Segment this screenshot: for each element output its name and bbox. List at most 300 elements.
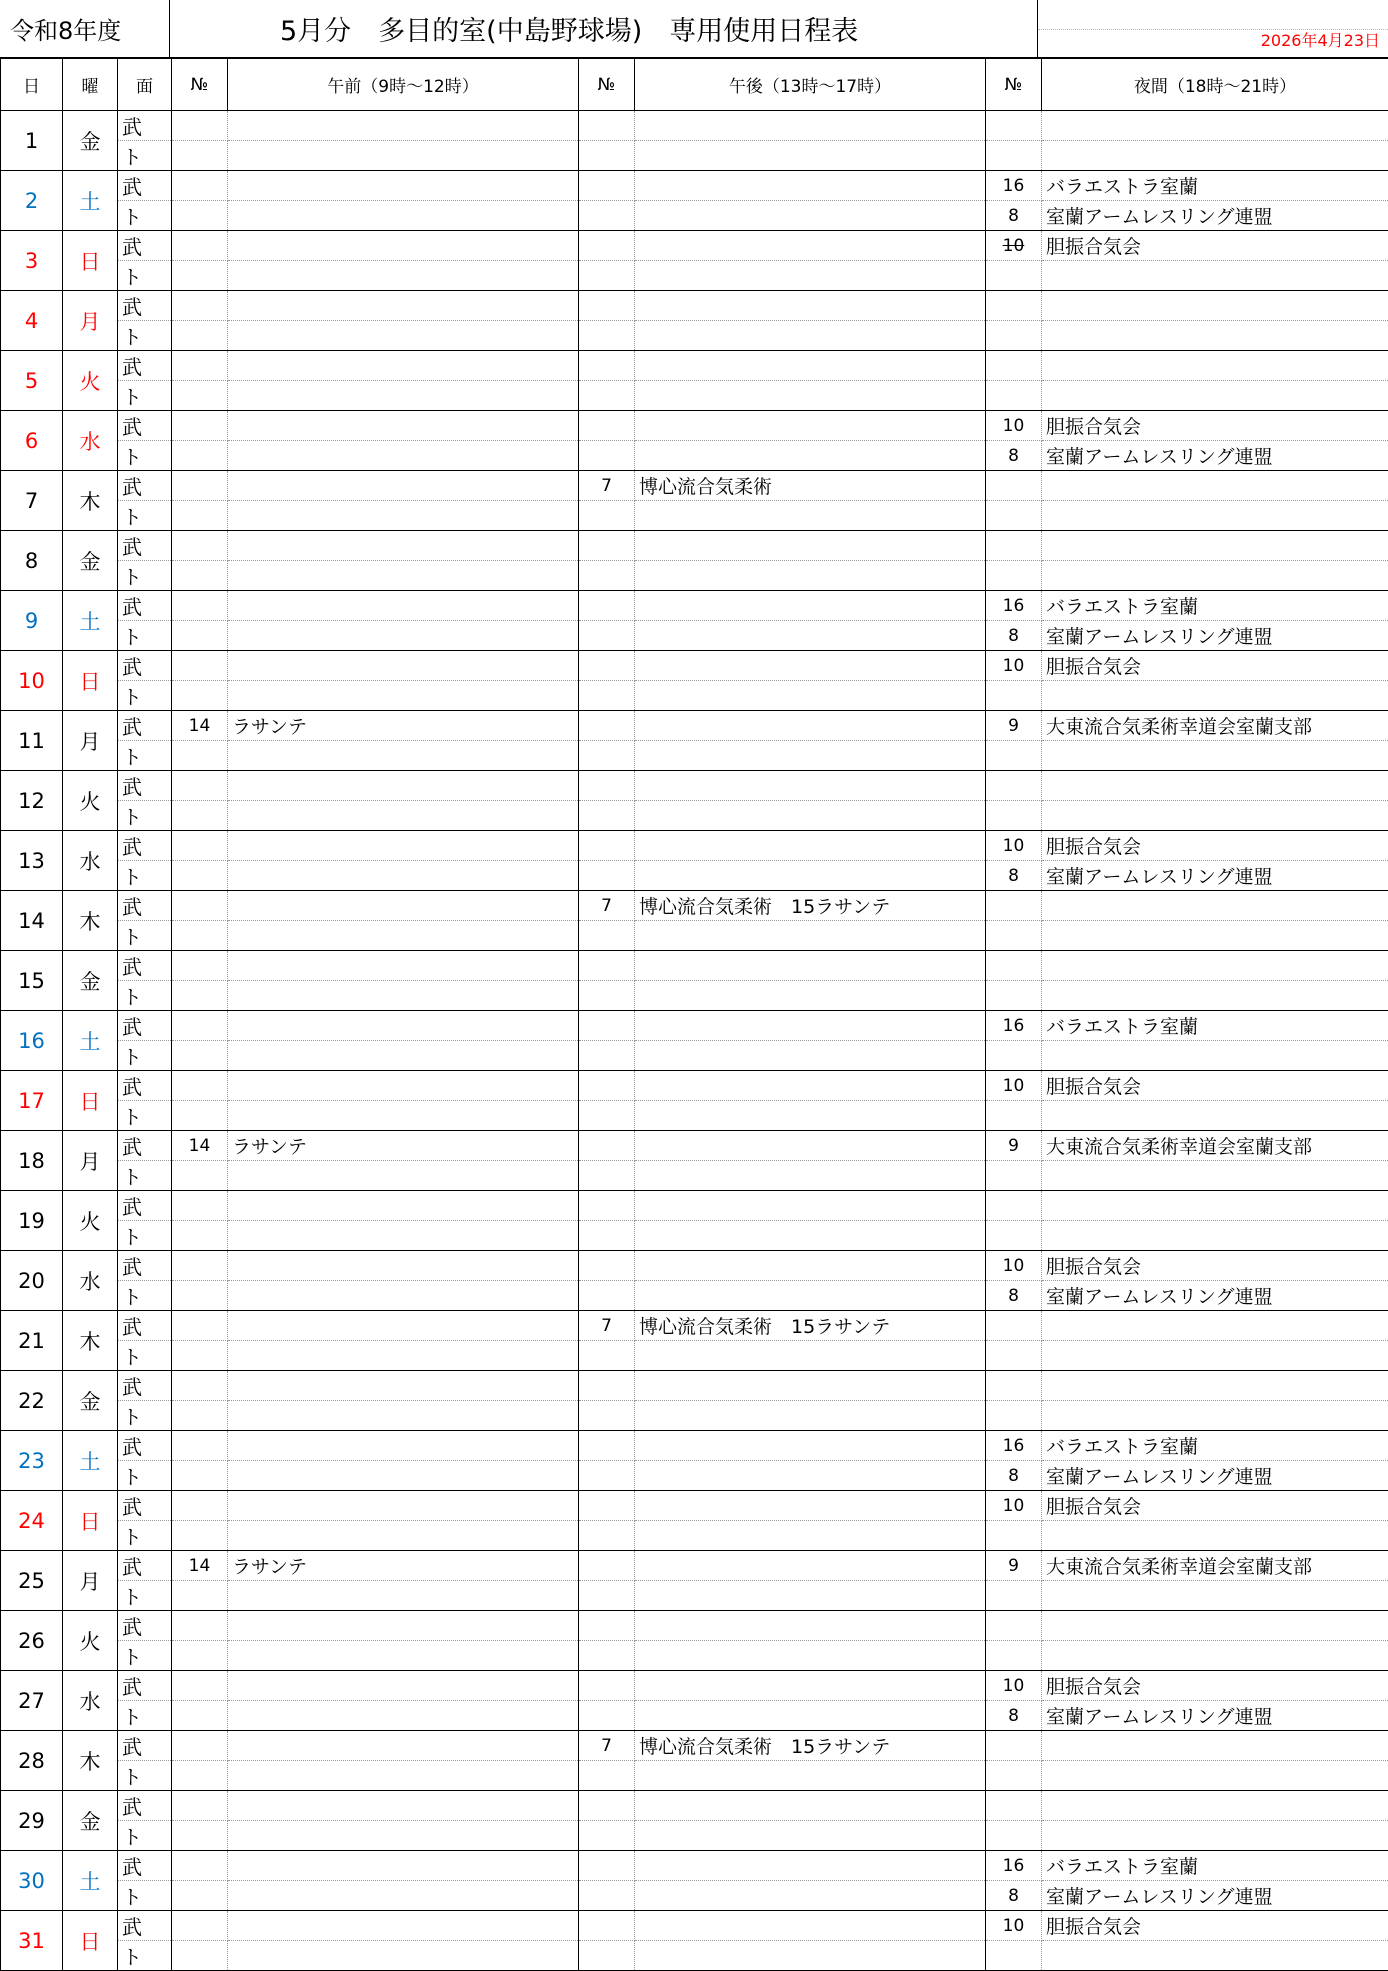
morning-no [172,411,228,441]
morning-group [228,1281,579,1311]
afternoon-no [579,1491,635,1521]
night-no [986,1581,1042,1611]
day-number: 13 [1,831,63,891]
table-row [1,1491,1388,1521]
table-row [1,741,1388,771]
night-group: 室蘭アームレスリング連盟 [1042,1461,1388,1491]
afternoon-no [579,1761,635,1791]
night-group [1042,1821,1388,1851]
weekday: 木 [63,471,118,531]
table-row [1,1581,1388,1611]
afternoon-group [635,1521,986,1551]
weekday: 木 [63,1731,118,1791]
afternoon-group [635,981,986,1011]
afternoon-no [579,501,635,531]
table-row [1,1911,1388,1941]
table-row [1,441,1388,471]
afternoon-group [635,501,986,531]
face-label: ト [118,201,172,231]
afternoon-no [579,351,635,381]
table-row [1,1431,1388,1461]
day-number: 3 [1,231,63,291]
morning-group [228,1521,579,1551]
morning-group [228,921,579,951]
afternoon-group [635,1161,986,1191]
day-number: 6 [1,411,63,471]
afternoon-no [579,1911,635,1941]
morning-no [172,291,228,321]
afternoon-group [635,621,986,651]
day-number: 23 [1,1431,63,1491]
morning-no [172,621,228,651]
night-no: 10 [986,231,1042,261]
afternoon-group: 博心流合気柔術 15ラサンテ [635,1311,986,1341]
morning-group [228,1461,579,1491]
afternoon-no [579,1581,635,1611]
night-group [1042,561,1388,591]
afternoon-group [635,1221,986,1251]
night-no [986,1191,1042,1221]
day-number: 7 [1,471,63,531]
face-label: ト [118,1281,172,1311]
morning-no [172,1371,228,1401]
afternoon-group [635,1401,986,1431]
updated-date: 2026年4月23日 [1038,0,1388,58]
afternoon-no [579,411,635,441]
face-label: 武 [118,1851,172,1881]
morning-no [172,381,228,411]
morning-no [172,831,228,861]
face-label: 武 [118,1131,172,1161]
morning-group [228,201,579,231]
afternoon-group [635,531,986,561]
table-row [1,591,1388,621]
night-group [1042,1041,1388,1071]
weekday: 月 [63,1131,118,1191]
morning-group [228,1641,579,1671]
afternoon-group [635,861,986,891]
morning-no [172,681,228,711]
face-label: ト [118,1821,172,1851]
afternoon-group [635,1041,986,1071]
afternoon-group [635,801,986,831]
morning-group: ラサンテ [228,1131,579,1161]
face-label: ト [118,741,172,771]
face-label: 武 [118,1791,172,1821]
afternoon-group [635,1491,986,1521]
morning-no [172,1491,228,1521]
table-row [1,1011,1388,1041]
afternoon-group [635,1791,986,1821]
weekday: 金 [63,531,118,591]
morning-group [228,351,579,381]
morning-group [228,591,579,621]
weekday: 火 [63,351,118,411]
afternoon-no: 7 [579,891,635,921]
night-no [986,291,1042,321]
morning-no [172,1581,228,1611]
morning-no [172,561,228,591]
day-number: 24 [1,1491,63,1551]
day-number: 11 [1,711,63,771]
day-number: 28 [1,1731,63,1791]
morning-no [172,771,228,801]
day-number: 14 [1,891,63,951]
night-no [986,771,1042,801]
night-group [1042,1221,1388,1251]
face-label: ト [118,1221,172,1251]
night-group: 室蘭アームレスリング連盟 [1042,861,1388,891]
morning-no: 14 [172,1551,228,1581]
face-label: ト [118,321,172,351]
afternoon-no [579,1701,635,1731]
afternoon-no [579,1401,635,1431]
morning-no [172,1701,228,1731]
weekday: 日 [63,651,118,711]
table-row [1,1131,1388,1161]
morning-group: ラサンテ [228,1551,579,1581]
morning-group [228,441,579,471]
afternoon-no [579,951,635,981]
day-number: 25 [1,1551,63,1611]
night-group: 胆振合気会 [1042,651,1388,681]
morning-no [172,921,228,951]
table-row [1,921,1388,951]
night-no: 8 [986,441,1042,471]
afternoon-no [579,201,635,231]
night-group [1042,1101,1388,1131]
afternoon-group [635,141,986,171]
weekday: 月 [63,1551,118,1611]
morning-no [172,531,228,561]
night-no: 9 [986,711,1042,741]
night-no [986,1731,1042,1761]
afternoon-no [579,1161,635,1191]
weekday: 水 [63,831,118,891]
afternoon-no [579,831,635,861]
afternoon-no [579,741,635,771]
weekday: 水 [63,1671,118,1731]
afternoon-group [635,1881,986,1911]
day-number: 18 [1,1131,63,1191]
afternoon-no [579,531,635,561]
morning-group [228,291,579,321]
table-row [1,411,1388,441]
night-no: 10 [986,651,1042,681]
afternoon-no [579,711,635,741]
afternoon-no [579,1341,635,1371]
night-no: 10 [986,1671,1042,1701]
page-title: 5月分 多目的室(中島野球場) 専用使用日程表 [170,0,1038,58]
afternoon-group [635,1611,986,1641]
afternoon-no [579,1101,635,1131]
table-row [1,801,1388,831]
day-number: 16 [1,1011,63,1071]
night-group: 胆振合気会 [1042,831,1388,861]
night-group: 胆振合気会 [1042,411,1388,441]
morning-group [228,651,579,681]
morning-no [172,981,228,1011]
day-number: 2 [1,171,63,231]
morning-no [172,1521,228,1551]
table-row [1,621,1388,651]
face-label: ト [118,1101,172,1131]
night-no [986,321,1042,351]
night-no: 16 [986,1011,1042,1041]
morning-group [228,231,579,261]
face-label: ト [118,861,172,891]
night-group: 胆振合気会 [1042,1911,1388,1941]
morning-group [228,1851,579,1881]
afternoon-group [635,1071,986,1101]
table-row [1,171,1388,201]
face-label: 武 [118,531,172,561]
night-no: 8 [986,621,1042,651]
face-label: 武 [118,351,172,381]
afternoon-no [579,1941,635,1971]
afternoon-group [635,771,986,801]
morning-group [228,381,579,411]
morning-group [228,1041,579,1071]
afternoon-no [579,1011,635,1041]
table-row [1,381,1388,411]
night-group: 胆振合気会 [1042,1071,1388,1101]
night-no: 8 [986,1461,1042,1491]
morning-no [172,1941,228,1971]
afternoon-group [635,1941,986,1971]
morning-group [228,261,579,291]
fiscal-year-label: 令和8年度 [0,0,170,58]
table-row [1,1671,1388,1701]
afternoon-group [635,1671,986,1701]
morning-group [228,801,579,831]
morning-group [228,1911,579,1941]
night-no: 10 [986,831,1042,861]
night-group [1042,891,1388,921]
morning-group [228,1191,579,1221]
table-row [1,651,1388,681]
header-row [1,59,1388,111]
face-label: 武 [118,591,172,621]
night-group [1042,531,1388,561]
morning-no [172,1101,228,1131]
night-no [986,891,1042,921]
face-label: ト [118,1641,172,1671]
night-group [1042,141,1388,171]
night-no [986,1341,1042,1371]
table-row [1,1281,1388,1311]
morning-no [172,1161,228,1191]
table-row [1,351,1388,381]
afternoon-group [635,411,986,441]
morning-group [228,1611,579,1641]
morning-no [172,261,228,291]
morning-group [228,861,579,891]
night-group [1042,1791,1388,1821]
afternoon-group [635,111,986,141]
face-label: ト [118,561,172,591]
face-label: ト [118,681,172,711]
night-no: 8 [986,1881,1042,1911]
afternoon-no [579,861,635,891]
weekday: 火 [63,1191,118,1251]
night-group [1042,1761,1388,1791]
night-no [986,531,1042,561]
face-label: ト [118,381,172,411]
morning-group [228,1731,579,1761]
night-group [1042,801,1388,831]
face-label: ト [118,1761,172,1791]
morning-no [172,1071,228,1101]
night-no: 16 [986,171,1042,201]
morning-no [172,351,228,381]
morning-no [172,1881,228,1911]
night-group: 胆振合気会 [1042,1491,1388,1521]
afternoon-group [635,381,986,411]
table-row [1,1071,1388,1101]
morning-no [172,111,228,141]
weekday: 土 [63,1431,118,1491]
night-group: 室蘭アームレスリング連盟 [1042,201,1388,231]
morning-no [172,1191,228,1221]
face-label: 武 [118,1551,172,1581]
morning-no [172,651,228,681]
afternoon-no [579,1431,635,1461]
morning-no [172,1041,228,1071]
afternoon-no [579,1671,635,1701]
morning-group [228,171,579,201]
afternoon-group [635,831,986,861]
col-day: 日 [1,59,63,111]
day-number: 12 [1,771,63,831]
night-no [986,501,1042,531]
face-label: ト [118,501,172,531]
morning-no [172,1221,228,1251]
night-group: 胆振合気会 [1042,1251,1388,1281]
night-no [986,1641,1042,1671]
weekday: 土 [63,171,118,231]
afternoon-no [579,801,635,831]
night-group: バラエストラ室蘭 [1042,1851,1388,1881]
morning-no [172,141,228,171]
table-row [1,1401,1388,1431]
afternoon-group [635,591,986,621]
schedule-body [1,111,1388,1971]
night-group [1042,291,1388,321]
face-label: 武 [118,1371,172,1401]
table-row [1,471,1388,501]
night-group: 室蘭アームレスリング連盟 [1042,441,1388,471]
night-group [1042,321,1388,351]
afternoon-group [635,681,986,711]
morning-group [228,501,579,531]
night-no [986,951,1042,981]
morning-no [172,1311,228,1341]
day-number: 31 [1,1911,63,1971]
afternoon-group [635,921,986,951]
table-row [1,1641,1388,1671]
afternoon-no: 7 [579,471,635,501]
night-no [986,1611,1042,1641]
night-group: 大東流合気柔術幸道会室蘭支部 [1042,1131,1388,1161]
morning-group [228,1761,579,1791]
weekday: 火 [63,771,118,831]
weekday: 金 [63,1791,118,1851]
day-number: 30 [1,1851,63,1911]
face-label: ト [118,1161,172,1191]
morning-group [228,1221,579,1251]
afternoon-group [635,1371,986,1401]
morning-no [172,1731,228,1761]
morning-group [228,1011,579,1041]
face-label: 武 [118,1671,172,1701]
morning-no: 14 [172,1131,228,1161]
night-group [1042,921,1388,951]
morning-no [172,1821,228,1851]
night-no: 9 [986,1551,1042,1581]
face-label: ト [118,1041,172,1071]
afternoon-no [579,1131,635,1161]
night-group [1042,261,1388,291]
face-label: ト [118,801,172,831]
morning-no [172,591,228,621]
afternoon-group [635,1101,986,1131]
night-group [1042,1611,1388,1641]
morning-group [228,561,579,591]
table-row [1,1161,1388,1191]
morning-group [228,471,579,501]
morning-no [172,471,228,501]
morning-no [172,741,228,771]
morning-group [228,1941,579,1971]
table-row [1,201,1388,231]
face-label: 武 [118,411,172,441]
table-row [1,501,1388,531]
night-no [986,921,1042,951]
night-group: バラエストラ室蘭 [1042,171,1388,201]
table-row [1,1731,1388,1761]
table-row [1,831,1388,861]
afternoon-no [579,1371,635,1401]
night-no [986,1221,1042,1251]
morning-group [228,321,579,351]
afternoon-group [635,1011,986,1041]
morning-no: 14 [172,711,228,741]
table-row [1,1611,1388,1641]
table-row [1,1461,1388,1491]
morning-no [172,1641,228,1671]
night-no: 10 [986,1491,1042,1521]
weekday: 土 [63,1851,118,1911]
face-label: ト [118,1701,172,1731]
afternoon-group [635,651,986,681]
afternoon-no [579,1251,635,1281]
night-no: 10 [986,1251,1042,1281]
night-no [986,741,1042,771]
face-label: 武 [118,1731,172,1761]
morning-no [172,1011,228,1041]
day-number: 20 [1,1251,63,1311]
night-no [986,1041,1042,1071]
day-number: 9 [1,591,63,651]
morning-group [228,1491,579,1521]
day-number: 19 [1,1191,63,1251]
night-group [1042,111,1388,141]
afternoon-group: 博心流合気柔術 [635,471,986,501]
night-group [1042,1161,1388,1191]
night-group [1042,381,1388,411]
night-no [986,1761,1042,1791]
